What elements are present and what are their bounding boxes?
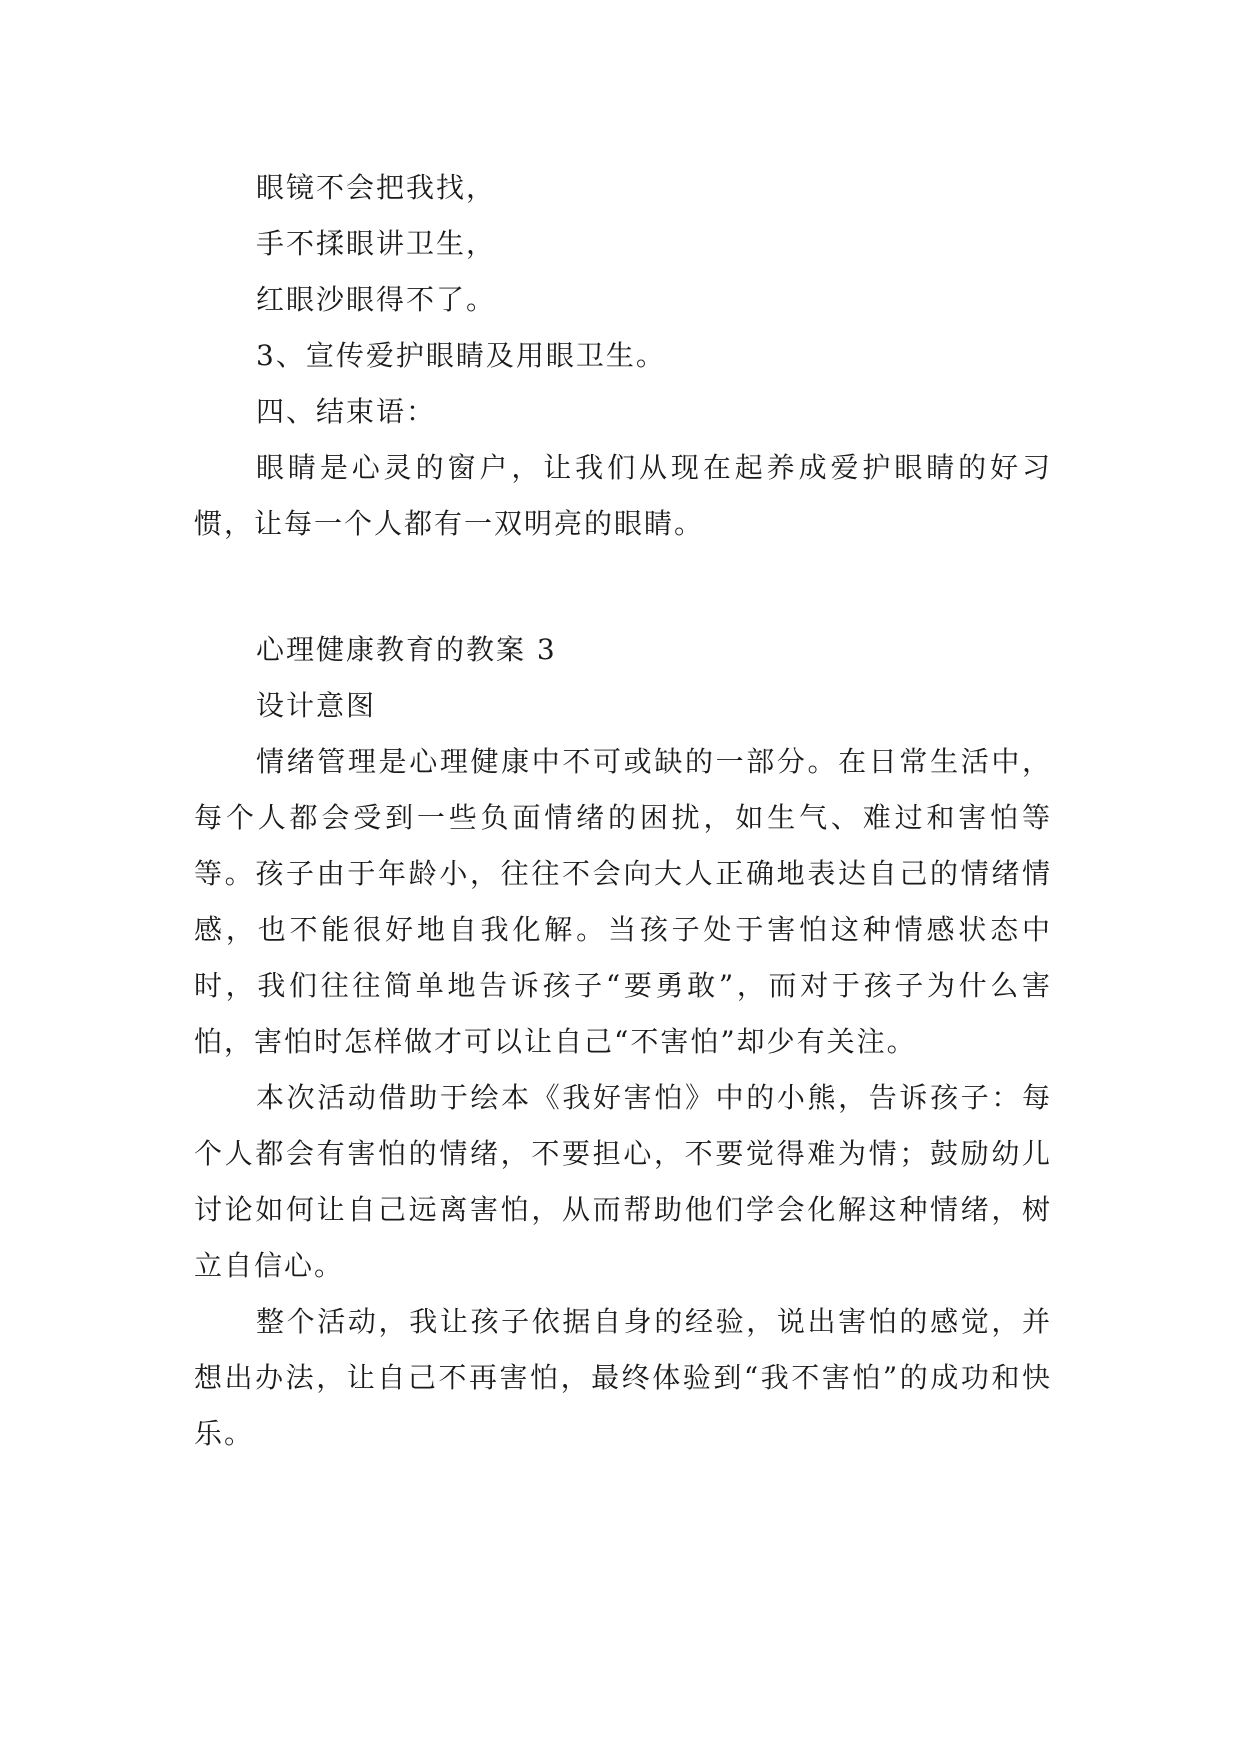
verse-line-1: 眼镜不会把我找， <box>256 171 497 204</box>
document-body <box>194 160 1052 1462</box>
verse-line-3: 红眼沙眼得不了。 <box>256 283 497 316</box>
section-gap <box>194 552 1052 622</box>
body-paragraph-3: 整个活动，我让孩子依据自身的经验，说出害怕的感觉，并想出办法，让自己不再害怕，最终体验到“我不害怕”的成功和快乐。 <box>194 1305 1052 1450</box>
design-intent-heading: 设计意图 <box>256 689 377 722</box>
section-heading-conclusion: 四、结束语： <box>256 395 437 428</box>
list-item-3: 3、宣传爱护眼睛及用眼卫生。 <box>256 339 666 372</box>
body-paragraph-1: 情绪管理是心理健康中不可或缺的一部分。在日常生活中，每个人都会受到一些负面情绪的困扰，如生气、难过和害怕等等。孩子由于年龄小，往往不会向大人正确地表达自己的情绪情感，也不能很好地自我化解。当孩子处于害怕这种情感状态中时，我们往往简单地告诉孩子“要勇敢”，而对于孩子为什么害怕，害怕时怎样做才可以让自己“不害怕”却少有关注。 <box>194 745 1052 1058</box>
closing-paragraph: 眼睛是心灵的窗户，让我们从现在起养成爱护眼睛的好习惯，让每一个人都有一双明亮的眼睛。 <box>194 451 1052 540</box>
lesson-title: 心理健康教育的教案 3 <box>256 633 557 666</box>
verse-line-2: 手不揉眼讲卫生， <box>256 227 497 260</box>
body-paragraph-2: 本次活动借助于绘本《我好害怕》中的小熊，告诉孩子：每个人都会有害怕的情绪，不要担心，不要觉得难为情；鼓励幼儿讨论如何让自己远离害怕，从而帮助他们学会化解这种情绪，树立自信心。 <box>194 1081 1052 1282</box>
